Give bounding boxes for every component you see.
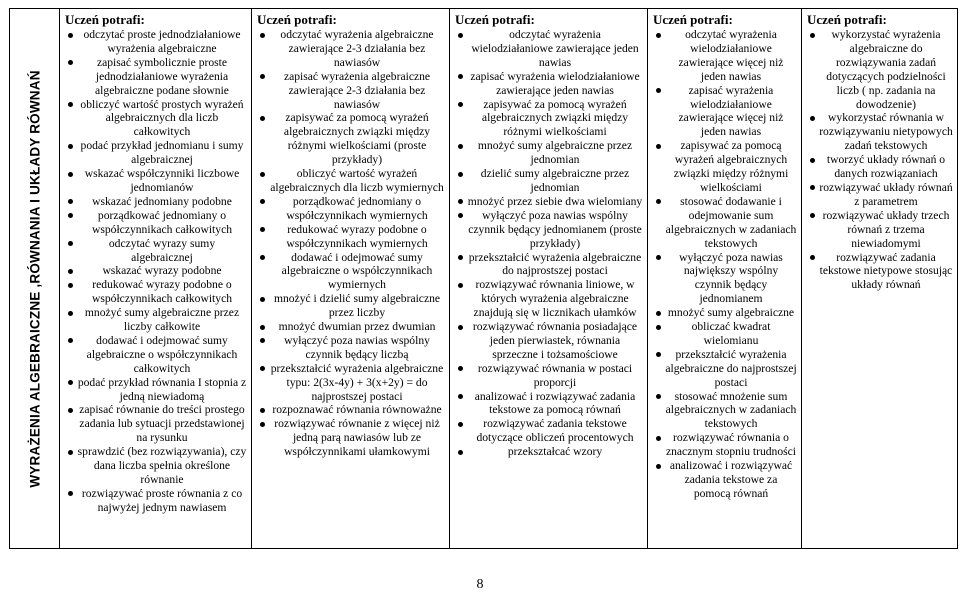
column-heading: Uczeń potrafi: xyxy=(455,12,535,27)
list-item: wyłączyć poza nawias wspólny czynnik będący liczbą xyxy=(257,334,445,362)
curriculum-table xyxy=(9,8,958,549)
list-item: podać przykład równania I stopnia z jedną niewiadomą xyxy=(65,376,247,404)
column-heading: Uczeń potrafi: xyxy=(65,12,145,27)
list-item: wyłączyć poza nawias wspólny czynnik będący jednomianem (proste przykłady) xyxy=(455,209,643,251)
list-item: porządkować jednomiany o współczynnikach całkowitych xyxy=(65,209,247,237)
list-item: rozwiązywać układy trzech równań z trzema niewiadomymi xyxy=(807,209,953,251)
list-item: odczytać proste jednodziałaniowe wyrażenia algebraiczne xyxy=(65,28,247,56)
list-item: zapisać wyrażenia wielodziałaniowe zawierające jeden nawias xyxy=(455,70,643,98)
grade-column-5 xyxy=(802,9,958,549)
list-item: przekształcać wzory xyxy=(455,445,643,459)
list-item: zapisywać za pomocą wyrażeń algebraicznych związki między różnymi wielkościami xyxy=(653,139,797,195)
grade-column-3 xyxy=(450,9,648,549)
list-item: rozwiązywać zadania tekstowe dotyczące obliczeń procentowych xyxy=(455,417,643,445)
list-item: wykorzystać równania w rozwiązywaniu nietypowych zadań tekstowych xyxy=(807,111,953,153)
list-item: rozpoznawać równania równoważne xyxy=(257,403,445,417)
list-item: zapisać równanie do treści prostego zadania lub sytuacji przedstawionej na rysunku xyxy=(65,403,247,445)
list-item: analizować i rozwiązywać zadania tekstowe za pomocą równań xyxy=(653,459,797,501)
list-item: dzielić sumy algebraiczne przez jednomian xyxy=(455,167,643,195)
list-item: rozwiązywać równania o znacznym stopniu trudności xyxy=(653,431,797,459)
skill-list xyxy=(257,28,445,459)
list-item: tworzyć układy równań o danych rozwiązaniach xyxy=(807,153,953,181)
list-item: stosować mnożenie sum algebraicznych w zadaniach tekstowych xyxy=(653,390,797,432)
list-item: rozwiązywać równania w postaci proporcji xyxy=(455,362,643,390)
list-item: mnożyć dwumian przez dwumian xyxy=(257,320,445,334)
list-item: odczytać wyrażenia wielodziałaniowe zawierające więcej niż jeden nawias xyxy=(653,28,797,84)
list-item: obliczyć wartość prostych wyrażeń algebraicznych dla liczb całkowitych xyxy=(65,98,247,140)
skill-list xyxy=(455,28,643,459)
list-item: redukować wyrazy podobne o współczynnikach całkowitych xyxy=(65,278,247,306)
grade-column-2 xyxy=(252,9,450,549)
list-item: podać przykład jednomianu i sumy algebraicznej xyxy=(65,139,247,167)
list-item: redukować wyrazy podobne o współczynnikach wymiernych xyxy=(257,223,445,251)
page-number: 8 xyxy=(476,577,484,592)
grade-column-1 xyxy=(60,9,252,549)
list-item: porządkować jednomiany o współczynnikach wymiernych xyxy=(257,195,445,223)
list-item: rozwiązywać zadania tekstowe nietypowe stosując układy równań xyxy=(807,251,953,293)
list-item: obliczyć wartość wyrażeń algebraicznych dla liczb wymiernych xyxy=(257,167,445,195)
list-item: mnożyć sumy algebraiczne przez liczby całkowite xyxy=(65,306,247,334)
list-item: sprawdzić (bez rozwiązywania), czy dana liczba spełnia określone równanie xyxy=(65,445,247,487)
list-item: dodawać i odejmować sumy algebraiczne o współczynnikach wymiernych xyxy=(257,251,445,293)
section-title-cell xyxy=(10,9,60,549)
list-item: dodawać i odejmować sumy algebraiczne o współczynnikach całkowitych xyxy=(65,334,247,376)
list-item: odczytać wyrazy sumy algebraicznej xyxy=(65,237,247,265)
list-item: wyłączyć poza nawias największy wspólny czynnik będący jednomianem xyxy=(653,251,797,307)
skill-list xyxy=(65,28,247,515)
list-item: zapisać wyrażenia algebraiczne zawierające 2-3 działania bez nawiasów xyxy=(257,70,445,112)
list-item: zapisywać za pomocą wyrażeń algebraicznych związki między różnymi wielkościami (proste przykłady) xyxy=(257,111,445,167)
list-item: mnożyć sumy algebraiczne xyxy=(653,306,797,320)
list-item: wskazać wyrazy podobne xyxy=(65,264,247,278)
list-item: rozwiązywać układy równań z parametrem xyxy=(807,181,953,209)
list-item: odczytać wyrażenia wielodziałaniowe zawierające jeden nawias xyxy=(455,28,643,70)
list-item: analizować i rozwiązywać zadania tekstowe za pomocą równań xyxy=(455,390,643,418)
column-heading: Uczeń potrafi: xyxy=(257,12,337,27)
list-item: zapisywać za pomocą wyrażeń algebraicznych związki między różnymi wielkościami xyxy=(455,98,643,140)
list-item: rozwiązywać równania liniowe, w których wyrażenia algebraiczne znajdują się w licznikach ułamków xyxy=(455,278,643,320)
list-item: zapisać wyrażenia wielodziałaniowe zawierające więcej niż jeden nawias xyxy=(653,84,797,140)
list-item: przekształcić wyrażenia algebraiczne do najprostszej postaci xyxy=(455,251,643,279)
skill-list xyxy=(653,28,797,501)
section-title: WYRAŻENIA ALGEBRAICZNE ,RÓWNANIA I UKŁADY RÓWNAŃ xyxy=(27,69,42,488)
list-item: rozwiązywać równania posiadające jeden pierwiastek, równania sprzeczne i tożsamościowe xyxy=(455,320,643,362)
list-item: wykorzystać wyrażenia algebraiczne do rozwiązywania zadań dotyczących podzielności liczb ( np. zadania na dowodzenie) xyxy=(807,28,953,111)
list-item: wskazać współczynniki liczbowe jednomianów xyxy=(65,167,247,195)
column-heading: Uczeń potrafi: xyxy=(653,12,733,27)
list-item: rozwiązywać proste równania z co najwyżej jednym nawiasem xyxy=(65,487,247,515)
list-item: wskazać jednomiany podobne xyxy=(65,195,247,209)
list-item: przekształcić wyrażenia algebraiczne typu: 2(3x-4y) + 3(x+2y) = do najprostszej postaci xyxy=(257,362,445,404)
list-item: przekształcić wyrażenia algebraiczne do najprostszej postaci xyxy=(653,348,797,390)
list-item: mnożyć i dzielić sumy algebraiczne przez liczby xyxy=(257,292,445,320)
list-item: obliczać kwadrat wielomianu xyxy=(653,320,797,348)
list-item: mnożyć przez siebie dwa wielomiany xyxy=(455,195,643,209)
grade-column-4 xyxy=(648,9,802,549)
skill-list xyxy=(807,28,953,292)
column-heading: Uczeń potrafi: xyxy=(807,12,887,27)
list-item: rozwiązywać równanie z więcej niż jedną parą nawiasów lub ze współczynnikami ułamkowymi xyxy=(257,417,445,459)
list-item: odczytać wyrażenia algebraiczne zawierające 2-3 działania bez nawiasów xyxy=(257,28,445,70)
list-item: stosować dodawanie i odejmowanie sum algebraicznych w zadaniach tekstowych xyxy=(653,195,797,251)
list-item: mnożyć sumy algebraiczne przez jednomian xyxy=(455,139,643,167)
list-item: zapisać symbolicznie proste jednodziałaniowe wyrażenia algebraiczne podane słownie xyxy=(65,56,247,98)
